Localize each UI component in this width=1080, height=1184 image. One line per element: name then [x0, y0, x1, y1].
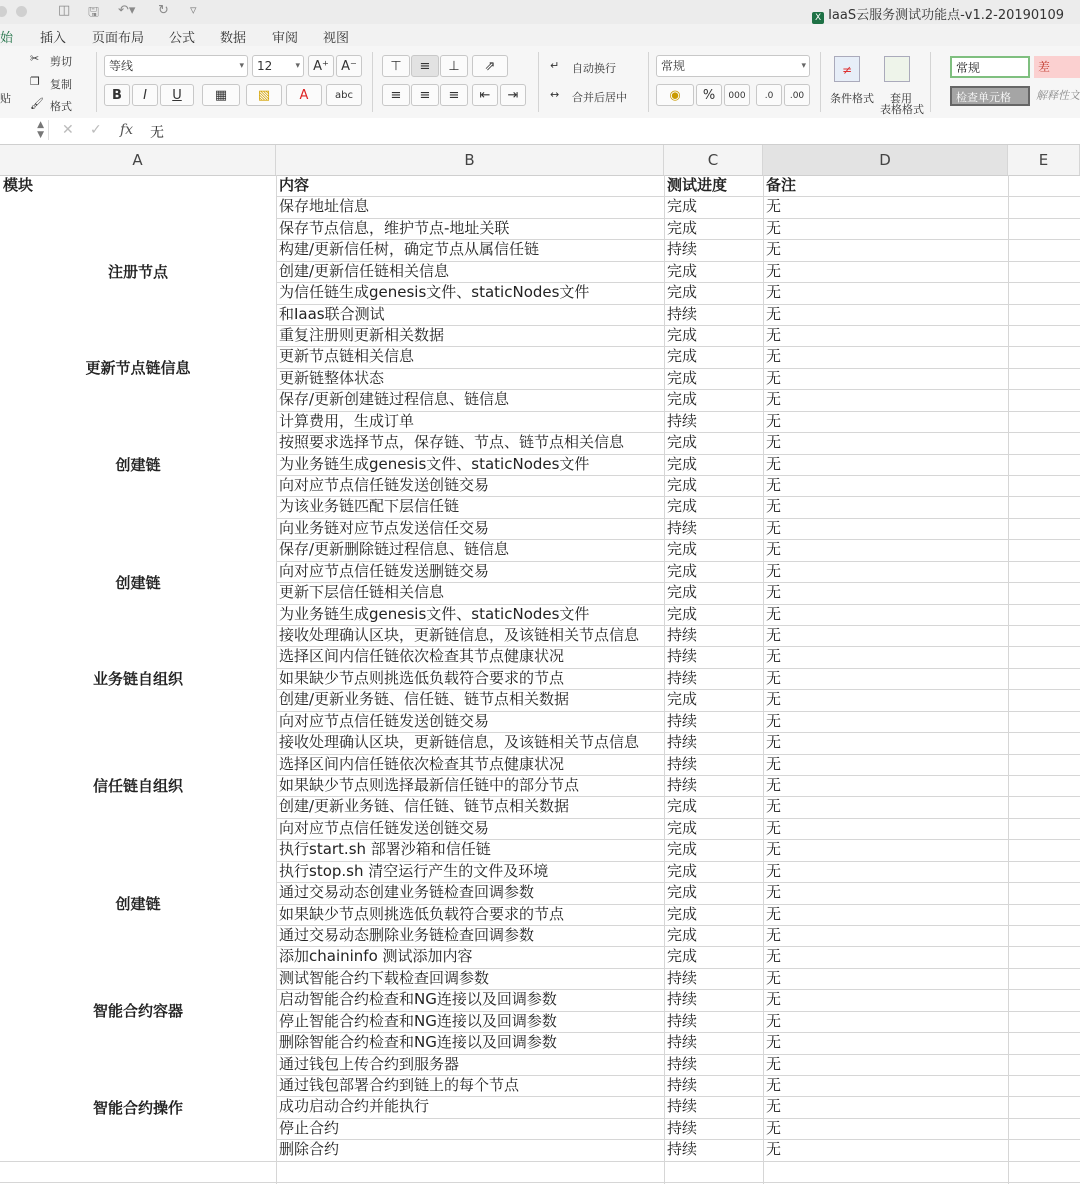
note-cell[interactable]: 无 — [766, 1076, 782, 1095]
progress-cell[interactable]: 完成 — [667, 883, 698, 902]
module-merged-cell[interactable]: 创建链 — [0, 539, 276, 625]
phonetic-button[interactable]: abc — [326, 84, 362, 106]
percent-button[interactable]: % — [696, 84, 722, 106]
copy-button[interactable]: 复制 — [50, 78, 72, 91]
note-cell[interactable]: 无 — [766, 990, 782, 1009]
content-cell[interactable]: 选择区间内信任链依次检查其节点健康状况 — [279, 754, 565, 773]
column-header-b[interactable]: B — [276, 145, 664, 175]
note-cell[interactable]: 无 — [766, 347, 782, 366]
content-cell[interactable]: 如果缺少节点则挑选低负载符合要求的节点 — [279, 904, 565, 923]
content-cell[interactable]: 为信任链生成genesis文件、staticNodes文件 — [279, 283, 590, 302]
header-cell-note[interactable]: 备注 — [766, 176, 797, 194]
tab-formulas[interactable]: 公式 — [169, 31, 196, 46]
column-header-e[interactable]: E — [1008, 145, 1080, 175]
progress-cell[interactable]: 完成 — [667, 690, 698, 709]
font-name-value: 等线 — [109, 59, 134, 73]
ribbon-tabs — [0, 24, 1080, 46]
content-cell[interactable]: 创建/更新业务链、信任链、链节点相关数据 — [279, 797, 570, 816]
note-cell[interactable]: 无 — [766, 540, 782, 559]
note-cell[interactable]: 无 — [766, 304, 782, 323]
content-cell[interactable]: 启动智能合约检查和NG连接以及回调参数 — [279, 990, 557, 1009]
wrap-text-button[interactable]: 自动换行 — [572, 62, 616, 75]
number-format-value: 常规 — [661, 59, 686, 73]
progress-cell[interactable]: 完成 — [667, 818, 698, 837]
progress-cell[interactable]: 完成 — [667, 926, 698, 945]
progress-cell[interactable]: 持续 — [667, 518, 698, 537]
ribbon-divider — [930, 52, 931, 112]
note-cell[interactable]: 无 — [766, 604, 782, 623]
paste-button[interactable]: 贴 — [0, 92, 11, 105]
tab-review[interactable]: 审阅 — [272, 31, 299, 46]
ribbon-divider — [820, 52, 821, 112]
wrap-text-icon[interactable]: ↵ — [550, 59, 560, 72]
progress-cell[interactable]: 完成 — [667, 840, 698, 859]
content-cell[interactable]: 向对应节点信任链发送创链交易 — [279, 476, 490, 495]
header-cell-module[interactable]: 模块 — [3, 176, 34, 194]
note-cell[interactable]: 无 — [766, 518, 782, 537]
note-cell[interactable]: 无 — [766, 947, 782, 966]
note-cell[interactable]: 无 — [766, 647, 782, 666]
content-cell[interactable]: 添加chaininfo 测试添加内容 — [279, 947, 473, 966]
gridline — [0, 1182, 1080, 1183]
content-cell[interactable]: 测试智能合约下载检查回调参数 — [279, 968, 490, 987]
progress-cell[interactable]: 完成 — [667, 947, 698, 966]
confirm-icon[interactable]: ✓ — [90, 122, 102, 138]
progress-cell[interactable]: 持续 — [667, 990, 698, 1009]
chevron-down-icon: ▾ — [239, 61, 244, 71]
ribbon-divider — [648, 52, 649, 112]
increase-indent-button[interactable]: ⇥ — [500, 84, 526, 106]
note-cell[interactable]: 无 — [766, 626, 782, 645]
note-cell[interactable]: 无 — [766, 1097, 782, 1116]
conditional-format-button[interactable]: 条件格式 — [830, 92, 874, 105]
content-cell[interactable]: 为业务链生成genesis文件、staticNodes文件 — [279, 454, 590, 473]
header-cell-progress[interactable]: 测试进度 — [667, 176, 728, 194]
chevron-down-icon: ▾ — [295, 61, 300, 71]
ribbon-divider — [372, 52, 373, 112]
coins-icon: ◉ — [669, 88, 681, 103]
ribbon-divider — [538, 52, 539, 112]
progress-cell[interactable]: 完成 — [667, 197, 698, 216]
style-explanatory[interactable]: 解释性文 — [1036, 89, 1080, 102]
ribbon — [0, 46, 1080, 119]
note-cell[interactable]: 无 — [766, 968, 782, 987]
content-cell[interactable]: 接收处理确认区块，更新链信息，及该链相关节点信息 — [279, 733, 640, 752]
align-right-button[interactable]: ≡ — [440, 84, 468, 106]
column-headers — [0, 145, 1080, 176]
module-merged-cell[interactable]: 创建链 — [0, 389, 276, 539]
progress-cell[interactable]: 持续 — [667, 626, 698, 645]
copy-icon[interactable]: ❐ — [30, 75, 40, 88]
header-cell-content[interactable]: 内容 — [279, 176, 310, 194]
note-cell[interactable]: 无 — [766, 583, 782, 602]
merge-center-icon[interactable]: ↔ — [550, 88, 560, 101]
content-cell[interactable]: 通过钱包部署合约到链上的每个节点 — [279, 1076, 520, 1095]
progress-cell[interactable]: 持续 — [667, 1140, 698, 1159]
fill-bucket-icon: ▧ — [257, 88, 271, 103]
content-cell[interactable]: 更新节点链相关信息 — [279, 347, 415, 366]
customize-toolbar-icon[interactable]: ▿ — [190, 3, 197, 18]
content-cell[interactable]: 创建/更新业务链、信任链、链节点相关数据 — [279, 690, 570, 709]
content-cell[interactable]: 计算费用，生成订单 — [279, 411, 415, 430]
note-cell[interactable]: 无 — [766, 283, 782, 302]
formula-bar — [0, 118, 1080, 145]
conditional-format-icon[interactable]: ≠ — [834, 56, 860, 82]
progress-cell[interactable]: 持续 — [667, 754, 698, 773]
content-cell[interactable]: 通过交易动态删除业务链检查回调参数 — [279, 926, 535, 945]
style-bad[interactable]: 差 — [1034, 56, 1080, 78]
format-as-table-line2[interactable]: 表格格式 — [880, 103, 924, 116]
format-as-table-line1[interactable]: 套用 — [890, 92, 912, 105]
progress-cell[interactable]: 完成 — [667, 604, 698, 623]
function-icon[interactable]: fx — [120, 122, 134, 138]
column-header-d[interactable]: D — [763, 145, 1008, 175]
content-cell[interactable]: 和Iaas联合测试 — [279, 304, 385, 323]
progress-cell[interactable]: 持续 — [667, 733, 698, 752]
progress-cell[interactable]: 持续 — [667, 1011, 698, 1030]
name-box-stepper-icon[interactable]: ▲ ▼ — [37, 120, 44, 140]
note-cell[interactable]: 无 — [766, 218, 782, 237]
note-cell[interactable]: 无 — [766, 668, 782, 687]
progress-cell[interactable]: 完成 — [667, 283, 698, 302]
bold-button[interactable]: B — [104, 84, 130, 106]
decrease-indent-button[interactable]: ⇤ — [472, 84, 498, 106]
note-cell[interactable]: 无 — [766, 240, 782, 259]
redo-icon[interactable]: ↻ — [158, 3, 169, 18]
progress-cell[interactable]: 持续 — [667, 240, 698, 259]
borders-button[interactable] — [202, 84, 240, 106]
align-bottom-button[interactable]: ⊥ — [440, 55, 468, 77]
tab-home[interactable]: 始 — [0, 31, 14, 46]
progress-cell[interactable]: 完成 — [667, 368, 698, 387]
module-merged-cell[interactable]: 信任链自组织 — [0, 732, 276, 839]
decrease-font-size-button[interactable]: A⁻ — [336, 55, 362, 77]
note-cell[interactable]: 无 — [766, 818, 782, 837]
undo-icon[interactable]: ↶▾ — [118, 3, 136, 18]
progress-cell[interactable]: 完成 — [667, 797, 698, 816]
content-cell[interactable]: 通过钱包上传合约到服务器 — [279, 1054, 460, 1073]
module-merged-cell[interactable]: 业务链自组织 — [0, 625, 276, 732]
content-cell[interactable]: 按照要求选择节点，保存链、节点、链节点相关信息 — [279, 433, 625, 452]
note-cell[interactable]: 无 — [766, 1054, 782, 1073]
note-cell[interactable]: 无 — [766, 261, 782, 280]
progress-cell[interactable]: 完成 — [667, 561, 698, 580]
content-cell[interactable]: 更新链整体状态 — [279, 368, 385, 387]
progress-cell[interactable]: 完成 — [667, 218, 698, 237]
progress-cell[interactable]: 完成 — [667, 497, 698, 516]
content-cell[interactable]: 保存节点信息，维护节点-地址关联 — [279, 218, 510, 237]
progress-cell[interactable]: 完成 — [667, 540, 698, 559]
content-cell[interactable]: 如果缺少节点则挑选低负载符合要求的节点 — [279, 668, 565, 687]
content-cell[interactable]: 保存/更新删除链过程信息、链信息 — [279, 540, 510, 559]
progress-cell[interactable]: 持续 — [667, 1097, 698, 1116]
content-cell[interactable]: 为该业务链匹配下层信任链 — [279, 497, 460, 516]
excel-icon: X — [812, 12, 824, 24]
note-cell[interactable]: 无 — [766, 1033, 782, 1052]
progress-cell[interactable]: 完成 — [667, 347, 698, 366]
content-cell[interactable]: 保存地址信息 — [279, 197, 370, 216]
content-cell[interactable]: 向对应节点信任链发送删链交易 — [279, 561, 490, 580]
font-size-select[interactable] — [252, 55, 304, 77]
progress-cell[interactable]: 持续 — [667, 304, 698, 323]
italic-button[interactable]: I — [132, 84, 158, 106]
module-merged-cell[interactable]: 智能合约操作 — [0, 1054, 276, 1161]
note-cell[interactable]: 无 — [766, 861, 782, 880]
progress-cell[interactable]: 持续 — [667, 411, 698, 430]
merge-center-button[interactable]: 合并后居中 — [572, 91, 627, 104]
format-painter-icon[interactable]: 🖌 — [30, 97, 44, 110]
borders-icon: ▦ — [214, 88, 228, 103]
progress-cell[interactable]: 完成 — [667, 861, 698, 880]
note-cell[interactable]: 无 — [766, 1011, 782, 1030]
content-cell[interactable]: 向对应节点信任链发送创链交易 — [279, 818, 490, 837]
note-cell[interactable]: 无 — [766, 197, 782, 216]
tab-view[interactable]: 视图 — [323, 31, 350, 46]
content-cell[interactable]: 更新下层信任链相关信息 — [279, 583, 445, 602]
note-cell[interactable]: 无 — [766, 454, 782, 473]
progress-cell[interactable]: 完成 — [667, 476, 698, 495]
cut-button[interactable]: 剪切 — [50, 55, 72, 68]
save-icon[interactable]: 🖫 — [88, 5, 100, 20]
note-cell[interactable]: 无 — [766, 561, 782, 580]
gridline — [276, 1161, 1080, 1162]
note-cell[interactable]: 无 — [766, 926, 782, 945]
note-cell[interactable]: 无 — [766, 1118, 782, 1137]
progress-cell[interactable]: 持续 — [667, 711, 698, 730]
comma-style-button[interactable]: 000 — [724, 84, 750, 106]
underline-button[interactable]: U — [160, 84, 194, 106]
format-as-table-icon[interactable] — [884, 56, 910, 82]
note-cell[interactable]: 无 — [766, 733, 782, 752]
align-middle-button[interactable]: ≡ — [411, 55, 439, 77]
increase-font-size-button[interactable]: A⁺ — [308, 55, 334, 77]
content-cell[interactable]: 删除合约 — [279, 1140, 340, 1159]
note-cell[interactable]: 无 — [766, 326, 782, 344]
progress-cell[interactable]: 持续 — [667, 1054, 698, 1073]
text-orientation-button[interactable]: ⇗ — [472, 55, 508, 77]
note-cell[interactable]: 无 — [766, 904, 782, 923]
progress-cell[interactable]: 持续 — [667, 668, 698, 687]
fill-color-button[interactable] — [246, 84, 282, 106]
content-cell[interactable]: 成功启动合约并能执行 — [279, 1097, 430, 1116]
sidebar-toggle-icon[interactable]: ◫ — [58, 3, 71, 18]
formula-input[interactable]: 无 — [150, 125, 164, 141]
content-cell[interactable]: 向业务链对应节点发送信任交易 — [279, 518, 490, 537]
module-merged-cell[interactable]: 创建链 — [0, 839, 276, 968]
style-check-cell[interactable]: 检查单元格 — [950, 86, 1030, 106]
align-center-button[interactable]: ≡ — [411, 84, 439, 106]
content-cell[interactable]: 如果缺少节点则选择最新信任链中的部分节点 — [279, 776, 580, 795]
content-cell[interactable]: 向对应节点信任链发送创链交易 — [279, 711, 490, 730]
note-cell[interactable]: 无 — [766, 840, 782, 859]
progress-cell[interactable]: 持续 — [667, 1118, 698, 1137]
content-cell[interactable]: 创建/更新信任链相关信息 — [279, 261, 450, 280]
align-top-button[interactable]: ⊤ — [382, 55, 410, 77]
note-cell[interactable]: 无 — [766, 690, 782, 709]
note-cell[interactable]: 无 — [766, 390, 782, 409]
cancel-icon[interactable]: ✕ — [62, 122, 74, 138]
sheet-grid[interactable] — [0, 175, 1080, 1184]
content-cell[interactable]: 接收处理确认区块，更新链信息，及该链相关节点信息 — [279, 626, 640, 645]
module-merged-cell[interactable]: 更新节点链信息 — [0, 346, 276, 389]
number-format-select[interactable] — [656, 55, 810, 77]
align-left-button[interactable]: ≡ — [382, 84, 410, 106]
font-color-button[interactable]: A — [286, 84, 322, 106]
tab-data[interactable]: 数据 — [220, 31, 247, 46]
window-title-text: IaaS云服务测试功能点-v1.2-20190109 — [828, 8, 1064, 23]
name-box[interactable] — [0, 120, 49, 140]
progress-cell[interactable]: 持续 — [667, 968, 698, 987]
chevron-down-icon: ▾ — [801, 61, 806, 71]
note-cell[interactable]: 无 — [766, 411, 782, 430]
progress-cell[interactable]: 持续 — [667, 647, 698, 666]
font-size-value: 12 — [257, 59, 273, 73]
cut-icon[interactable]: ✂ — [30, 52, 40, 65]
module-merged-cell[interactable]: 智能合约容器 — [0, 968, 276, 1054]
note-cell[interactable]: 无 — [766, 497, 782, 516]
column-header-a[interactable]: A — [0, 145, 276, 175]
content-cell[interactable]: 重复注册则更新相关数据 — [279, 326, 445, 344]
note-cell[interactable]: 无 — [766, 1140, 782, 1159]
note-cell[interactable]: 无 — [766, 776, 782, 795]
note-cell[interactable]: 无 — [766, 476, 782, 495]
progress-cell[interactable]: 完成 — [667, 454, 698, 473]
progress-cell[interactable]: 完成 — [667, 326, 698, 344]
content-cell[interactable]: 停止合约 — [279, 1118, 340, 1137]
content-cell[interactable]: 执行stop.sh 清空运行产生的文件及环境 — [279, 861, 549, 880]
font-name-select[interactable] — [104, 55, 248, 77]
window-zoom-button[interactable] — [16, 6, 27, 17]
gridline — [0, 1161, 276, 1162]
progress-cell[interactable]: 持续 — [667, 1076, 698, 1095]
note-cell[interactable]: 无 — [766, 797, 782, 816]
content-cell[interactable]: 删除智能合约检查和NG连接以及回调参数 — [279, 1033, 557, 1052]
note-cell[interactable]: 无 — [766, 883, 782, 902]
progress-cell[interactable]: 完成 — [667, 261, 698, 280]
content-cell[interactable]: 构建/更新信任树，确定节点从属信任链 — [279, 240, 540, 259]
content-cell[interactable]: 保存/更新创建链过程信息、链信息 — [279, 390, 510, 409]
note-cell[interactable]: 无 — [766, 433, 782, 452]
content-cell[interactable]: 执行start.sh 部署沙箱和信任链 — [279, 840, 491, 859]
note-cell[interactable]: 无 — [766, 368, 782, 387]
progress-cell[interactable]: 完成 — [667, 904, 698, 923]
ribbon-divider — [96, 52, 97, 112]
content-cell[interactable]: 停止智能合约检查和NG连接以及回调参数 — [279, 1011, 557, 1030]
progress-cell[interactable]: 完成 — [667, 433, 698, 452]
currency-format-button[interactable] — [656, 84, 694, 106]
progress-cell[interactable]: 完成 — [667, 583, 698, 602]
tab-insert[interactable]: 插入 — [40, 31, 67, 46]
style-normal[interactable]: 常规 — [950, 56, 1030, 78]
content-cell[interactable]: 通过交易动态创建业务链检查回调参数 — [279, 883, 535, 902]
column-header-c[interactable]: C — [664, 145, 763, 175]
format-painter-button[interactable]: 格式 — [50, 100, 72, 113]
note-cell[interactable]: 无 — [766, 711, 782, 730]
tab-page-layout[interactable]: 页面布局 — [92, 31, 145, 46]
increase-decimal-button[interactable]: .0 — [756, 84, 782, 106]
decrease-decimal-button[interactable]: .00 — [784, 84, 810, 106]
content-cell[interactable]: 为业务链生成genesis文件、staticNodes文件 — [279, 604, 590, 623]
note-cell[interactable]: 无 — [766, 754, 782, 773]
title-bar — [0, 0, 1080, 24]
progress-cell[interactable]: 完成 — [667, 390, 698, 409]
progress-cell[interactable]: 持续 — [667, 1033, 698, 1052]
window-title — [812, 4, 1064, 24]
content-cell[interactable]: 选择区间内信任链依次检查其节点健康状况 — [279, 647, 565, 666]
window-minimize-button[interactable] — [0, 6, 7, 17]
module-merged-cell[interactable]: 注册节点 — [0, 196, 276, 346]
progress-cell[interactable]: 持续 — [667, 776, 698, 795]
